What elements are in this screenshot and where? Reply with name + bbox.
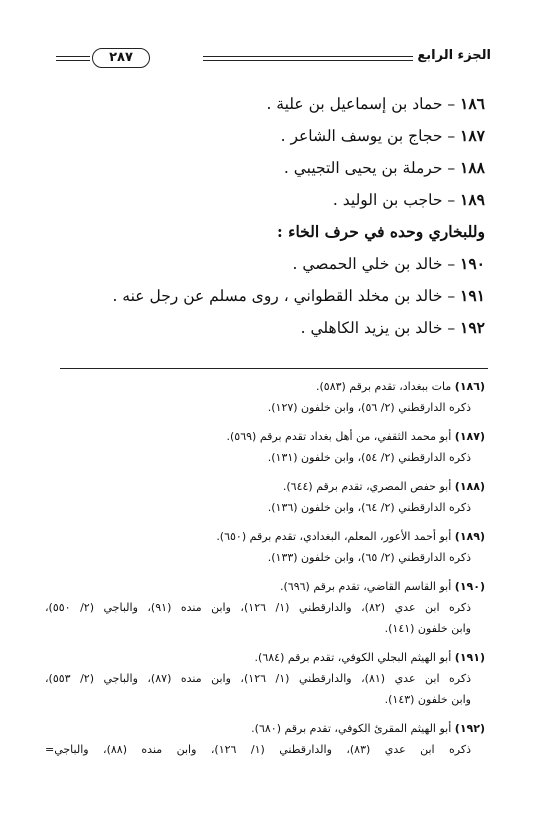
footnote-187: (١٨٧) أبو محمد الثقفي، من أهل بغداد تقدم برقم (٥٦٩). ذكره الدارقطني (٢/ ٥٤)، وابن خلفون (١٣١).	[226, 430, 485, 464]
page-header	[56, 46, 491, 72]
footnote-192: (١٩٢) أبو الهيثم المقرئ الكوفي، تقدم برقم (٦٨٠). ذكره ابن عدي (٨٣)، والدارقطني (١/ ١٢٦)، وابن منده (٨٨)، والباجي=	[45, 722, 485, 756]
entry-189: ١٨٩ – حاجب بن الوليد .	[332, 190, 485, 209]
entry-191: ١٩١ – خالد بن مخلد القطواني ، روى مسلم عن رجل عنه .	[112, 286, 485, 305]
footnotes	[45, 376, 485, 768]
header-rule	[56, 56, 90, 57]
entry-187: ١٨٧ – حجاج بن يوسف الشاعر .	[280, 126, 485, 145]
header-rule	[203, 60, 413, 61]
footnote-191: (١٩١) أبو الهيثم البجلي الكوفي، تقدم برقم (٦٨٤). ذكره ابن عدي (٨١)، والدارقطني (١/ ١٢٦)، وابن منده (٨٧)، والباجي (٢/ ٥٥٣)، وابن خلفون (١٤٣).	[45, 651, 485, 706]
footnote-186: (١٨٦) مات ببغداد، تقدم برقم (٥٨٣). ذكره الدارقطني (٢/ ٥٦)، وابن خلفون (١٢٧).	[267, 380, 485, 414]
entry-190: ١٩٠ – خالد بن خلي الحمصي .	[292, 254, 485, 273]
footnote-189: (١٨٩) أبو أحمد الأعور، المعلم، البغدادي، تقدم برقم (٦٥٠). ذكره الدارقطني (٢/ ٦٥)، وابن خلفون (١٣٣).	[216, 530, 485, 564]
footnote-190: (١٩٠) أبو القاسم القاضي، تقدم برقم (٦٩٦). ذكره ابن عدي (٨٢)، والدارقطني (١/ ١٢٦)، وابن منده (٩١)، والباجي (٢/ ٥٥٠)، وابن خلفون (١٤١).	[45, 580, 485, 635]
section-heading: وللبخاري وحده في حرف الخاء :	[277, 222, 485, 241]
page-number: ٢٨٧	[92, 48, 150, 68]
running-title: الجزء الرابع	[417, 48, 491, 63]
entry-186: ١٨٦ – حماد بن إسماعيل بن علية .	[266, 94, 485, 113]
main-text	[45, 88, 485, 344]
entry-192: ١٩٢ – خالد بن يزيد الكاهلي .	[300, 318, 485, 337]
entry-188: ١٨٨ – حرملة بن يحيى التجيبي .	[283, 158, 485, 177]
footnote-divider	[60, 368, 488, 369]
header-rule	[56, 60, 90, 61]
footnote-188: (١٨٨) أبو حفص المصري، تقدم برقم (٦٤٤). ذكره الدارقطني (٢/ ٦٤)، وابن خلفون (١٣٦).	[267, 480, 485, 514]
header-rule	[203, 56, 413, 57]
